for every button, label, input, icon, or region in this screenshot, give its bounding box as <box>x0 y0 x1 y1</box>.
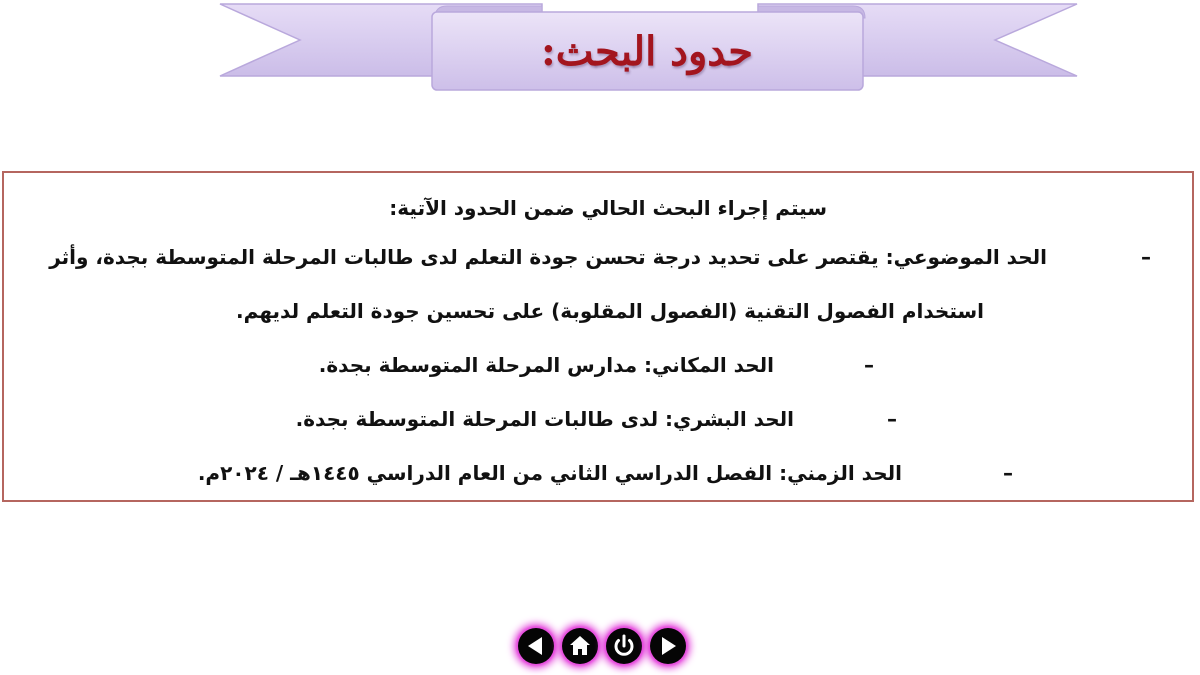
spatial-dash: – <box>864 353 874 377</box>
home-button[interactable] <box>562 628 598 664</box>
temporal-dash: – <box>1003 461 1013 485</box>
previous-button[interactable] <box>518 628 554 664</box>
human-limit: الحد البشري: لدى طالبات المرحلة المتوسطة بجدة. <box>295 407 794 431</box>
power-button[interactable] <box>606 628 642 664</box>
intro-text: سيتم إجراء البحث الحالي ضمن الحدود الآتية: <box>389 196 827 220</box>
objective-limit-line-1: الحد الموضوعي: يقتصر على تحديد درجة تحسن جودة التعلم لدى طالبات المرحلة المتوسطة بجدة، وأثر <box>49 245 1047 269</box>
research-limits-box <box>2 171 1194 502</box>
objective-limit-line-2: استخدام الفصول التقنية (الفصول المقلوبة) على تحسين جودة التعلم لديهم. <box>236 299 984 323</box>
objective-dash: – <box>1141 245 1151 269</box>
home-icon <box>562 628 598 664</box>
next-button[interactable] <box>650 628 686 664</box>
page-title: حدود البحث: <box>541 27 754 75</box>
power-icon <box>606 628 642 664</box>
spatial-limit: الحد المكاني: مدارس المرحلة المتوسطة بجدة. <box>318 353 774 377</box>
previous-icon <box>518 628 554 664</box>
human-dash-mark: – <box>887 407 897 431</box>
slide-navigation <box>512 620 692 672</box>
next-icon <box>650 628 686 664</box>
temporal-limit: الحد الزمني: الفصل الدراسي الثاني من العام الدراسي ١٤٤٥هـ / ٢٠٢٤م. <box>197 461 902 485</box>
